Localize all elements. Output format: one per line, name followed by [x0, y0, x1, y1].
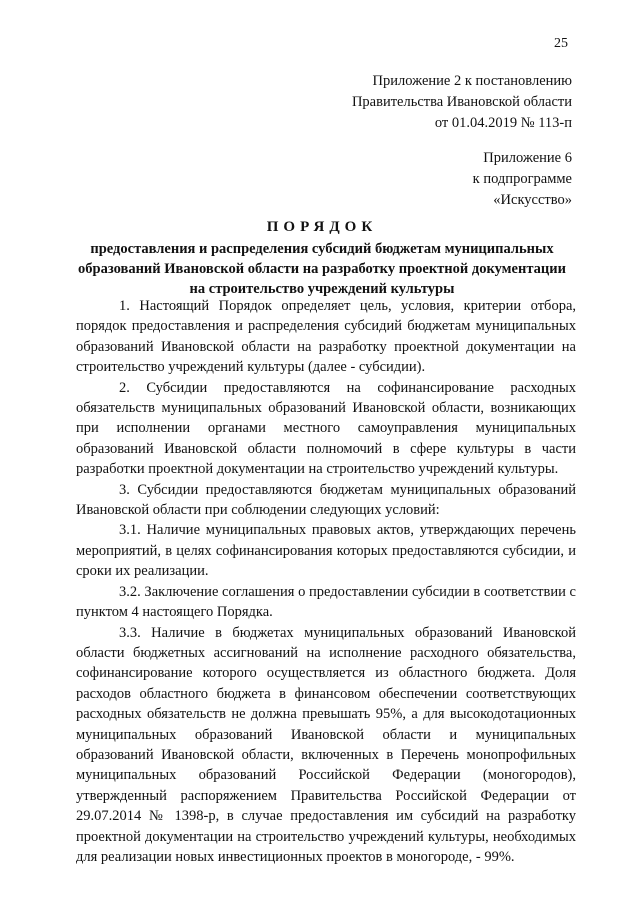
appendix-line: «Искусство» [493, 192, 572, 208]
paragraph: 2. Субсидии предоставляются на софинансирование расходных обязательств муниципальных образований Ивановской области, возникающих при исполнении органами местного самоуправления муниципальных образований Ивановской области полномочий в сфере культуры в части разработки проектной документации на строительство учреждений культуры. [76, 379, 576, 478]
document-heading [74, 219, 570, 299]
paragraph: 1. Настоящий Порядок определяет цель, условия, критерии отбора, порядок предоставления и распределения субсидий бюджетам муниципальных образований Ивановской области на разработку проектной документации на строительство учреждений культуры (далее - субсидии). [76, 298, 576, 376]
paragraph: 3.2. Заключение соглашения о предоставлении субсидии в соответствии с пунктом 4 настоящего Порядка. [76, 583, 576, 621]
document-subtitle: предоставления и распределения субсидий бюджетам муниципальных образований Ивановской области на разработку проектной документации на строительство учреждений культуры [78, 241, 566, 297]
appendix-header [352, 71, 572, 134]
appendix-line: Правительства Ивановской области [351, 94, 572, 110]
paragraph: 3. Субсидии предоставляются бюджетам муниципальных образований Ивановской области при соблюдении следующих условий: [76, 481, 576, 519]
paragraph: 3.1. Наличие муниципальных правовых актов, утверждающих перечень мероприятий, в целях софинансирования которых предоставляются субсидии, и сроки их реализации. [76, 522, 576, 580]
appendix-line: Приложение 6 [483, 150, 572, 166]
appendix-line: Приложение 2 к постановлению [372, 73, 572, 89]
appendix-line: к подпрограмме [472, 171, 572, 187]
paragraph: 3.3. Наличие в бюджетах муниципальных образований Ивановской области бюджетных ассигнований на исполнение расходного обязательства, софинансирование которого осуществляется из областного бюджета. Доля расходов областного бюджета в финансовом обеспечении соответствующих расходных обязательств не должна превышать 95%, а для высокодотационных муниципальных образований Ивановской области и муниципальных образований Ивановской области, включенных в Перечень монопрофильных муниципальных образований Российской Федерации (моногородов), утвержденный распоряжением Правительства Российской Федерации от 29.07.2014 № 1398-р, в случае предоставления им субсидий на разработку проектной документации на строительство учреждений культуры, необходимых для реализации новых инвестиционных проектов в моногороде, - 99%. [76, 624, 576, 865]
document-body [76, 296, 576, 867]
document-title: ПОРЯДОК [266, 219, 378, 235]
page-number: 25 [554, 36, 568, 51]
subprogram-appendix-header [473, 148, 572, 211]
appendix-line: от 01.04.2019 № 113-п [434, 115, 572, 131]
